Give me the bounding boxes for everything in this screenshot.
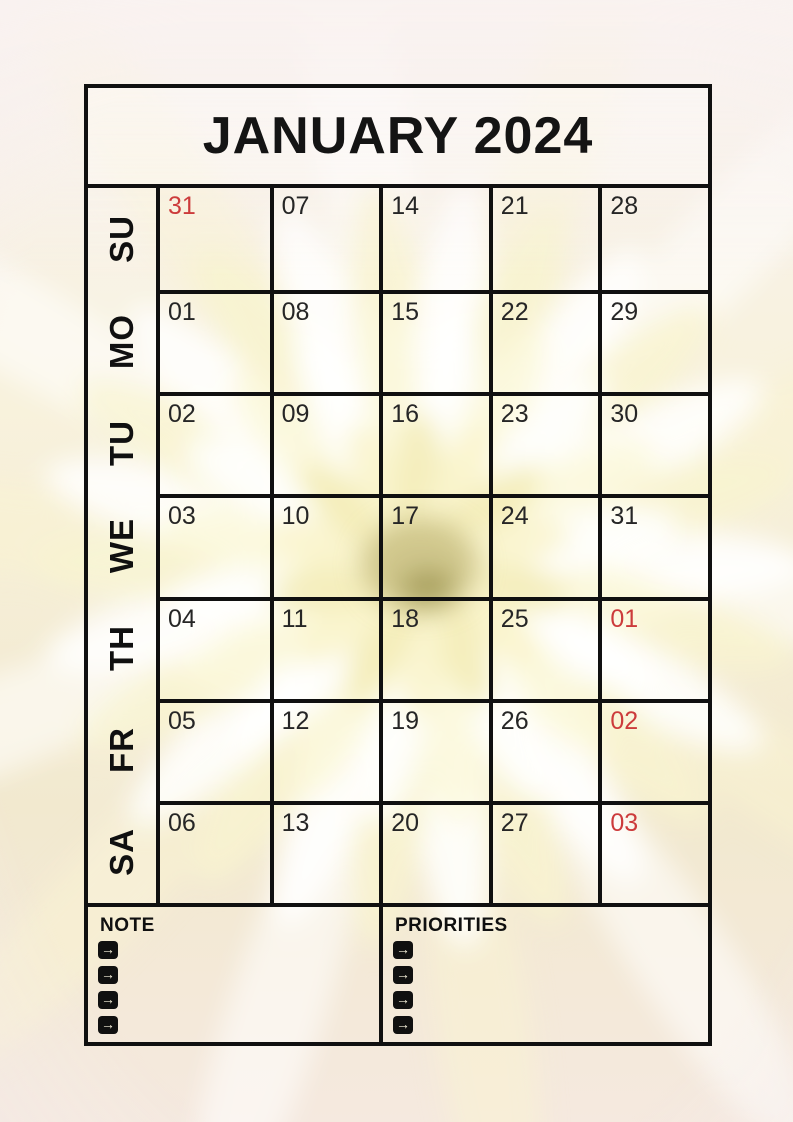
date-cell: [270, 494, 380, 596]
date-cell: [598, 290, 708, 392]
weekday-label-mo: [88, 290, 156, 392]
date-number: 09: [281, 400, 310, 429]
date-number: 21: [500, 192, 529, 220]
date-number: 22: [500, 298, 529, 327]
weekday-text: SU: [103, 215, 140, 263]
date-number: 04: [168, 604, 196, 633]
date-number: 01: [168, 298, 196, 327]
date-number: 31: [168, 192, 196, 220]
note-label: NOTE: [100, 915, 155, 936]
weekday-column: [88, 188, 160, 903]
calendar-grid: [88, 188, 708, 903]
date-cell: [270, 188, 380, 290]
date-cell: [379, 597, 489, 699]
date-cell: [598, 699, 708, 801]
date-cell: [160, 392, 270, 494]
date-number: 02: [610, 706, 639, 735]
date-cell: [160, 801, 270, 903]
date-number: 14: [391, 192, 419, 220]
arrow-bullet-icon: →: [393, 941, 413, 959]
weekday-text: TU: [103, 420, 140, 467]
arrow-bullet-icon: →: [98, 1016, 118, 1034]
note-section: [88, 907, 383, 1042]
date-number: 12: [281, 706, 310, 735]
notes-row: [88, 903, 708, 1042]
date-number: 30: [610, 400, 639, 429]
date-number: 13: [281, 808, 310, 837]
date-cell: [489, 188, 599, 290]
date-cell: [160, 597, 270, 699]
weekday-label-su: [88, 188, 156, 290]
date-number: 18: [391, 604, 419, 633]
date-cell: [489, 494, 599, 596]
date-cell: [489, 801, 599, 903]
arrow-bullet-icon: →: [98, 941, 118, 959]
date-number: 16: [391, 400, 419, 429]
priorities-label: PRIORITIES: [395, 915, 508, 936]
weekday-text: WE: [103, 517, 140, 574]
date-cell: [489, 392, 599, 494]
date-cell: [379, 290, 489, 392]
date-cell: [379, 392, 489, 494]
date-number: 23: [500, 400, 529, 429]
arrow-bullet-icon: →: [98, 966, 118, 984]
date-cell: [160, 699, 270, 801]
date-number: 06: [168, 808, 196, 837]
weekday-text: SA: [103, 827, 140, 876]
arrow-bullet-icon: →: [98, 991, 118, 1009]
date-cell: [489, 597, 599, 699]
date-number: 20: [391, 808, 419, 837]
arrow-bullet-icon: →: [393, 991, 413, 1009]
date-cell: [379, 188, 489, 290]
date-cell: [270, 597, 380, 699]
date-cell: [489, 699, 599, 801]
date-cell: [379, 699, 489, 801]
weekday-text: TH: [103, 624, 140, 671]
date-cell: [379, 801, 489, 903]
calendar-header: [88, 88, 708, 188]
weekday-label-th: [88, 597, 156, 699]
date-cell: [598, 801, 708, 903]
date-number: 03: [168, 502, 196, 531]
date-cell: [598, 597, 708, 699]
date-number: 31: [610, 502, 639, 531]
date-cell: [160, 290, 270, 392]
date-number: 02: [168, 400, 196, 429]
date-number: 15: [391, 298, 419, 327]
date-cell: [270, 801, 380, 903]
arrow-bullet-icon: →: [393, 1016, 413, 1034]
date-number: 08: [281, 298, 310, 327]
calendar-sheet: [84, 84, 712, 1046]
priorities-bullet-list: [393, 941, 698, 1034]
weekday-label-tu: [88, 392, 156, 494]
date-number: 07: [281, 192, 310, 220]
note-bullet-list: [98, 941, 369, 1034]
date-number: 26: [500, 706, 529, 735]
priorities-section: [383, 907, 708, 1042]
date-number: 01: [610, 604, 639, 633]
date-cell: [270, 290, 380, 392]
date-number: 28: [610, 192, 639, 220]
date-number: 10: [281, 502, 310, 531]
date-cell: [270, 699, 380, 801]
date-cell: [379, 494, 489, 596]
date-cell: [598, 188, 708, 290]
date-number: 25: [500, 604, 529, 633]
date-number: 11: [281, 604, 308, 633]
date-number: 24: [500, 502, 529, 531]
date-grid: [160, 188, 708, 903]
date-number: 05: [168, 706, 196, 735]
date-cell: [270, 392, 380, 494]
date-cell: [598, 392, 708, 494]
weekday-label-we: [88, 494, 156, 596]
date-cell: [160, 188, 270, 290]
weekday-text: FR: [103, 726, 140, 773]
date-number: 27: [500, 808, 529, 837]
date-number: 03: [610, 808, 639, 837]
date-number: 17: [391, 502, 419, 531]
date-cell: [489, 290, 599, 392]
weekday-label-fr: [88, 699, 156, 801]
date-cell: [598, 494, 708, 596]
date-cell: [160, 494, 270, 596]
weekday-label-sa: [88, 801, 156, 903]
date-number: 19: [391, 706, 419, 735]
date-number: 29: [610, 298, 639, 327]
month-title: JANUARY 2024: [202, 107, 594, 165]
weekday-text: MO: [103, 313, 140, 369]
arrow-bullet-icon: →: [393, 966, 413, 984]
